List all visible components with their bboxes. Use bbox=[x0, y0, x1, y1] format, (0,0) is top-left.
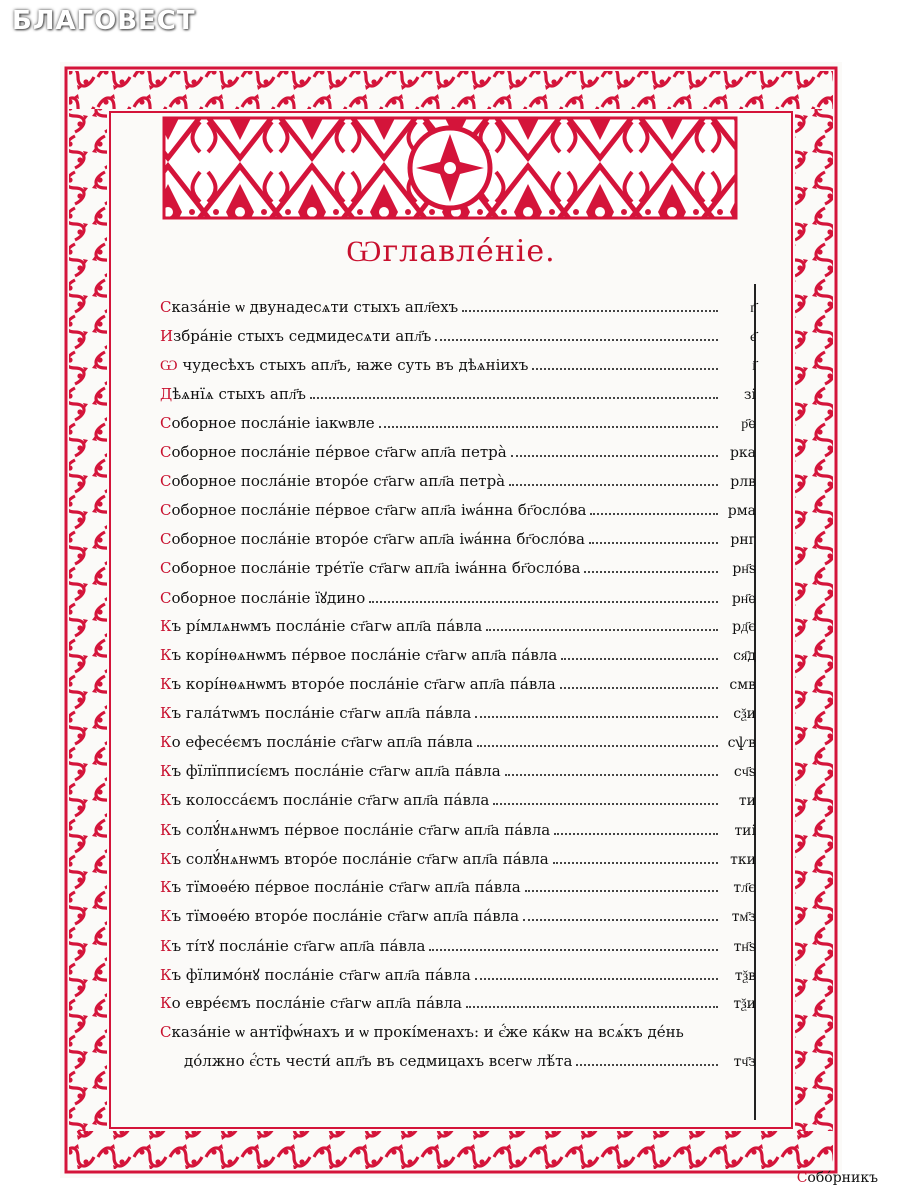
toc-entry-initial: С bbox=[160, 501, 172, 519]
toc-leader-dots bbox=[523, 919, 718, 921]
toc-leader-dots bbox=[486, 629, 718, 631]
toc-entry-initial: К bbox=[160, 791, 172, 809]
toc-entry bbox=[160, 675, 756, 704]
toc-page-number: тм҃з bbox=[731, 909, 756, 925]
toc-page-number: рн҃ѳ bbox=[731, 591, 756, 607]
toc-page-number: тч҃з bbox=[733, 1054, 756, 1070]
toc-entry-initial: С bbox=[160, 472, 172, 490]
toc-entry-title bbox=[160, 559, 580, 578]
toc-entry-text: оборное послáніе їꙋдино bbox=[171, 589, 366, 607]
toc-leader-dots bbox=[466, 1006, 718, 1008]
toc-leader-dots bbox=[505, 774, 718, 776]
toc-entry-title bbox=[160, 1023, 684, 1042]
toc-leader-dots bbox=[554, 833, 718, 835]
toc-page-number: ти bbox=[738, 793, 756, 809]
toc-entry-text: ъ фїлїпписíємъ послáніе ст҃агѡ апл҃а пáвла bbox=[171, 762, 501, 780]
toc-page-number: зі bbox=[743, 387, 756, 403]
toc-entry-title bbox=[160, 472, 505, 491]
toc-entry-initial: К bbox=[160, 617, 172, 635]
toc-entry-initial: С bbox=[160, 530, 172, 548]
toc-entry-initial: Д bbox=[160, 385, 173, 403]
toc-entry-initial: Ѡ bbox=[160, 356, 178, 374]
toc-entry bbox=[160, 1023, 756, 1052]
toc-entry-title bbox=[160, 443, 507, 462]
toc-leader-dots bbox=[493, 803, 718, 805]
toc-entry-initial: К bbox=[160, 850, 172, 868]
toc-entry-text: оборное послáніе вторóе ст҃агѡ апл҃а петрà bbox=[171, 472, 506, 490]
toc-entry-text: о еврéємъ послáніе ст҃агѡ апл҃а пáвла bbox=[171, 994, 462, 1012]
toc-entry-text: ъ корíнѳѧнѡмъ пéрвое послáніе ст҃агѡ апл҃а пáвла bbox=[171, 646, 558, 664]
toc-entry bbox=[160, 298, 756, 327]
toc-entry-title bbox=[160, 530, 585, 549]
toc-page-number: рд҃є bbox=[732, 619, 756, 635]
toc-page-number: рма bbox=[727, 503, 756, 519]
toc-entry-initial: С bbox=[160, 414, 172, 432]
toc-entry bbox=[160, 530, 756, 559]
toc-leader-dots bbox=[475, 716, 718, 718]
toc-entry bbox=[160, 443, 756, 472]
toc-entry bbox=[160, 414, 756, 443]
toc-page-number: тки bbox=[730, 852, 756, 868]
toc-entry bbox=[160, 965, 756, 994]
toc-entry bbox=[160, 762, 756, 791]
toc-page-number: смв bbox=[729, 677, 756, 693]
toc-entry-text: ъ фїлимóнꙋ послáніе ст҃агѡ апл҃а пáвла bbox=[171, 966, 471, 984]
toc-page-number: р҃ѳ bbox=[741, 416, 756, 432]
toc-entry-title bbox=[160, 327, 431, 346]
toc-entry-initial: К bbox=[160, 704, 172, 722]
toc-entry-title bbox=[160, 878, 521, 897]
toc-entry-initial: К bbox=[160, 907, 172, 925]
toc-page-number: ся҃д bbox=[733, 648, 756, 664]
toc-leader-dots bbox=[435, 339, 718, 341]
toc-leader-dots bbox=[379, 426, 718, 428]
toc-entry-initial: К bbox=[160, 878, 172, 896]
toc-entry-initial: С bbox=[160, 298, 172, 316]
toc-entry-title bbox=[184, 1052, 572, 1071]
toc-leader-dots bbox=[584, 571, 718, 573]
toc-entry-text: ъ тíтꙋ послáніе ст҃агѡ апл҃а пáвла bbox=[171, 937, 426, 955]
toc-entry-text: ъ рíмлѧнѡмъ послáніе ст҃агѡ апл҃а пáвла bbox=[171, 617, 483, 635]
toc-page-number: тѯв bbox=[734, 968, 756, 984]
toc-entry-initial: С bbox=[160, 559, 172, 577]
toc-entry-title bbox=[160, 965, 471, 985]
toc-entry-text: ъ тїмоѳéю пéрвое послáніе ст҃агѡ апл҃а пáвла bbox=[171, 878, 521, 896]
toc-entry-initial: И bbox=[160, 327, 174, 345]
toc-page-number: г҃ bbox=[750, 300, 756, 316]
signature-footer bbox=[797, 1170, 878, 1186]
toc-entry-title bbox=[160, 385, 306, 404]
toc-entry-text: о ефесéємъ послáніе ст҃агѡ апл҃а пáвла bbox=[171, 733, 473, 751]
toc-page-number: тн҃ѕ bbox=[733, 939, 756, 955]
toc-leader-dots bbox=[589, 542, 718, 544]
toc-entry-text: збрáніе стыхъ седмидесѧти апл҃ъ bbox=[173, 327, 432, 345]
toc-entry bbox=[160, 559, 756, 588]
toc-page-number: сч҃ѕ bbox=[733, 764, 756, 780]
toc-leader-dots bbox=[509, 484, 718, 486]
toc-entry bbox=[160, 646, 756, 675]
toc-entry-text: казáніе ѡ двунадесѧти стыхъ апл҃ехъ bbox=[171, 298, 459, 316]
toc-page-number: тѯи bbox=[733, 996, 756, 1012]
footer-text: обóрникъ bbox=[807, 1170, 878, 1186]
toc-leader-dots bbox=[369, 601, 718, 603]
toc-page-number: рка bbox=[729, 445, 756, 461]
toc-page-number: сѯи bbox=[733, 706, 756, 722]
book-page bbox=[60, 62, 842, 1178]
toc-entry bbox=[160, 356, 756, 385]
toc-leader-dots bbox=[525, 890, 718, 892]
toc-entry-text: ъ корíнѳѧнѡмъ вторóе послáніе ст҃агѡ апл҃а пáвла bbox=[171, 675, 556, 693]
toc-entry bbox=[160, 733, 756, 762]
toc-entry bbox=[160, 791, 756, 820]
toc-entry-title bbox=[160, 762, 501, 781]
toc-entry-initial: К bbox=[160, 675, 172, 693]
toc-entry-text: ъ тїмоѳéю вторóе послáніе ст҃агѡ апл҃а пáвла bbox=[171, 907, 520, 925]
toc-page-number: тиі bbox=[734, 823, 756, 839]
page-title: Ѡглавлéніе. bbox=[346, 234, 556, 269]
toc-entry-initial: К bbox=[160, 762, 172, 780]
toc-entry-title bbox=[160, 588, 365, 608]
toc-entry bbox=[160, 617, 756, 646]
toc-page-number: рн҃ѕ bbox=[732, 561, 756, 577]
toc-entry-text: оборное послáніе пéрвое ст҃агѡ апл҃а петрà bbox=[171, 443, 507, 461]
toc-entry-text: оборное послáніе трéтїе ст҃агѡ апл҃а іѡáнна бг҃ослóва bbox=[171, 559, 581, 577]
toc-entry-initial: К bbox=[160, 937, 172, 955]
table-of-contents bbox=[160, 298, 756, 1081]
toc-entry-text: оборное послáніе пéрвое ст҃агѡ апл҃а іѡáнна бг҃ослóва bbox=[171, 501, 587, 519]
toc-entry-initial: К bbox=[160, 994, 172, 1012]
toc-entry-text: оборное послáніе іакѡвле bbox=[171, 414, 375, 432]
toc-entry-title bbox=[160, 617, 482, 636]
toc-entry-title bbox=[160, 994, 462, 1013]
toc-entry-title bbox=[160, 646, 557, 665]
toc-entry bbox=[160, 907, 756, 936]
footer-initial: С bbox=[796, 1170, 808, 1186]
toc-entry-title bbox=[160, 820, 550, 840]
toc-entry-text: ъ солꙋ́нѧнѡмъ пéрвое послáніе ст҃агѡ апл҃а пáвла bbox=[171, 821, 551, 839]
toc-leader-dots bbox=[553, 862, 718, 864]
toc-entry-title bbox=[160, 907, 519, 926]
toc-page-number: є҃ bbox=[749, 329, 756, 345]
toc-entry-title bbox=[160, 298, 458, 317]
toc-entry-title bbox=[160, 849, 549, 869]
toc-entry-title bbox=[160, 936, 425, 956]
toc-leader-dots bbox=[477, 745, 718, 747]
toc-entry-text: оборное послáніе вторóе ст҃агѡ апл҃а іѡáнна бг҃ослóва bbox=[171, 530, 585, 548]
toc-entry bbox=[160, 820, 756, 849]
toc-entry-text: чудесѣхъ стыхъ апл҃ъ, ꙗже суть въ дѣѧніихъ bbox=[177, 356, 529, 374]
toc-leader-dots bbox=[532, 368, 718, 370]
toc-page-number: сѱв bbox=[727, 735, 756, 751]
toc-entry bbox=[160, 385, 756, 414]
toc-entry-text: ъ солꙋ́нѧнѡмъ вторóе послáніе ст҃агѡ апл҃а пáвла bbox=[171, 850, 549, 868]
toc-entry bbox=[160, 936, 756, 965]
toc-entry-title bbox=[160, 675, 556, 694]
toc-entry-title bbox=[160, 704, 471, 723]
toc-entry-initial: К bbox=[160, 966, 172, 984]
toc-entry-initial: К bbox=[160, 733, 172, 751]
toc-entry-initial: С bbox=[160, 589, 172, 607]
toc-entry-text: дóлжно є҆́сть чести́ апл҃ъ въ седмицахъ всегѡ лѣ́та bbox=[184, 1052, 573, 1070]
toc-entry bbox=[160, 327, 756, 356]
toc-leader-dots bbox=[561, 658, 718, 660]
toc-entry-initial: К bbox=[160, 646, 172, 664]
toc-entry bbox=[160, 994, 756, 1023]
toc-entry-title bbox=[160, 733, 473, 752]
toc-page-number: тл҃є bbox=[733, 880, 756, 896]
toc-leader-dots bbox=[576, 1064, 718, 1066]
toc-entry-initial: С bbox=[160, 1023, 172, 1041]
toc-page-number: і҃ bbox=[752, 358, 756, 374]
toc-entry-title bbox=[160, 501, 586, 520]
toc-entry-text: ъ колоссáємъ послáніе ст҃агѡ апл҃а пáвла bbox=[171, 791, 490, 809]
toc-entry-title bbox=[160, 414, 375, 433]
toc-entry-initial: К bbox=[160, 821, 172, 839]
toc-entry-initial: С bbox=[160, 443, 172, 461]
toc-entry bbox=[160, 1052, 756, 1081]
toc-leader-dots bbox=[429, 949, 718, 951]
toc-leader-dots bbox=[590, 513, 718, 515]
toc-entry bbox=[160, 704, 756, 733]
toc-entry-title bbox=[160, 356, 528, 375]
toc-entry-text: ѣѧнїѧ стыхъ апл҃ъ bbox=[172, 385, 306, 403]
toc-leader-dots bbox=[475, 978, 718, 980]
toc-page-number: рлв bbox=[730, 474, 756, 490]
toc-entry bbox=[160, 588, 756, 617]
toc-leader-dots bbox=[310, 397, 718, 399]
toc-entry bbox=[160, 878, 756, 907]
toc-entry-title bbox=[160, 791, 489, 810]
toc-leader-dots bbox=[511, 455, 718, 457]
toc-page-number: рнг bbox=[730, 532, 756, 548]
toc-entry bbox=[160, 501, 756, 530]
toc-entry bbox=[160, 849, 756, 878]
watermark-logo: БЛАГОВЕСТ bbox=[12, 6, 196, 36]
toc-entry-text: казáніе ѡ антїфѡ́нахъ и ѡ прокíменахъ: и є҆́же кáкѡ на всѧ́къ дéнь bbox=[171, 1023, 684, 1041]
toc-entry bbox=[160, 472, 756, 501]
toc-leader-dots bbox=[560, 687, 718, 689]
toc-leader-dots bbox=[462, 310, 718, 312]
toc-entry-text: ъ галáтѡмъ послáніе ст҃агѡ апл҃а пáвла bbox=[171, 704, 472, 722]
